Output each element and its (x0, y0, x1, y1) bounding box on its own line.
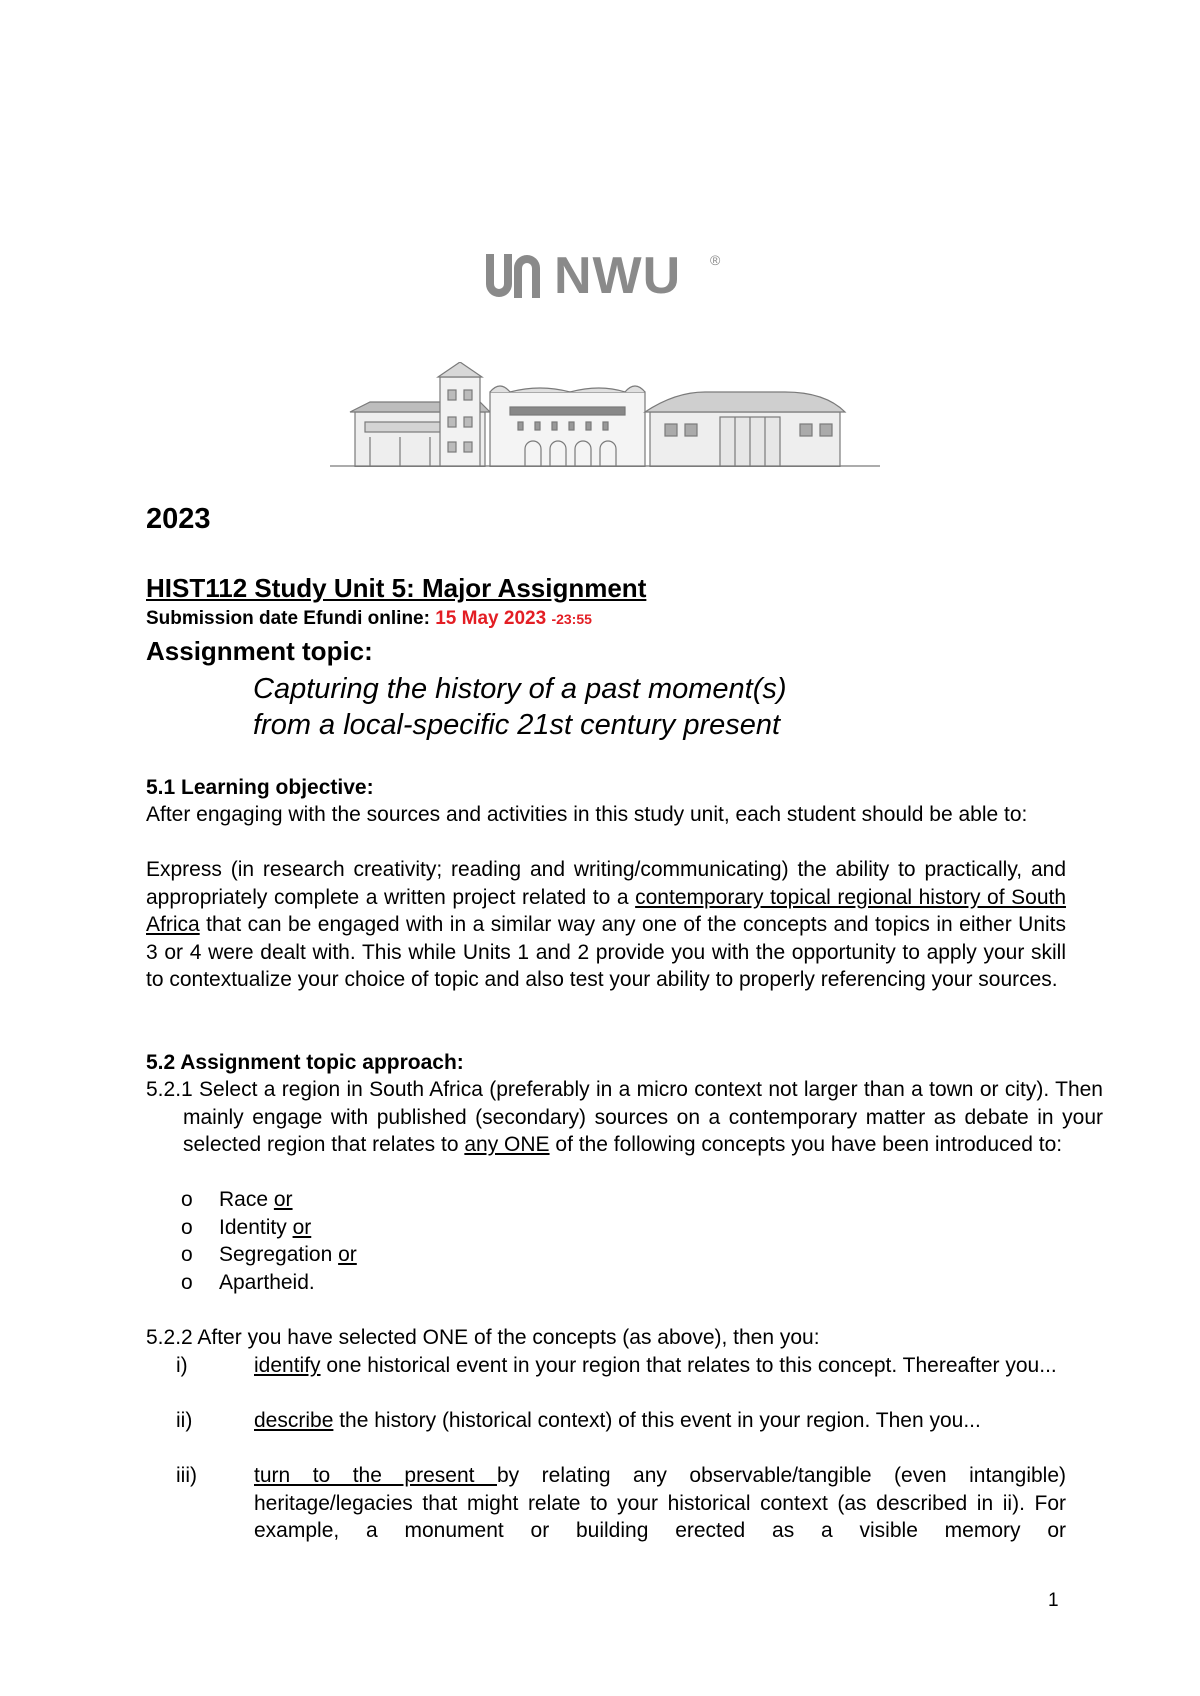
submission-label: Submission date Efundi online: (146, 608, 430, 629)
section-5-1-paragraph (146, 856, 1066, 994)
section-5-1-intro: After engaging with the sources and activities in this study unit, each student should be able to: (146, 803, 1028, 826)
section-5-1-underlined: contemporary topical regional history of South Africa (146, 885, 1067, 936)
section-5-1-text-b: that can be engaged with in a similar way any one of the concepts and topics in either Units 3 or 4 were dealt with. This while Units 1 and 2 provide you with the opportunity to apply your skill to contextualize your choice of topic and also test your ability to properly referencing your sources. (146, 913, 1066, 991)
list-item: o Race or (181, 1188, 293, 1211)
section-5-2-1-text-b: of the following concepts you have been introduced to: (555, 1133, 1063, 1156)
list-item: o Segregation or (181, 1243, 357, 1266)
submission-date (146, 608, 592, 630)
section-5-2-1-text-a: 5.2.1 Select a region in South Africa (preferably in a micro context not larger than a town or city). Then mainly engage with published (secondary) sources on a contemporary matter as debate in your selected region that relates to (146, 1078, 1103, 1156)
topic-line-2: from a local-specific 21st century present (253, 709, 781, 741)
submission-time: -23:55 (551, 611, 592, 627)
list-item: i) identify one historical event in your region that relates to this concept. Thereafter you... (176, 1354, 1057, 1377)
topic-heading: Assignment topic: (146, 636, 373, 666)
list-item: iii) turn to the present by relating any observable/tangible (even intangible) heritage/legacies that might relate to your historical context (as described in ii). For example, a monument or building erected as a visible memory or (176, 1464, 1066, 1542)
list-item: ii) describe the history (historical context) of this event in your region. Then you... (176, 1409, 981, 1432)
list-item: o Apartheid. (181, 1271, 315, 1294)
nwu-emblem-icon (482, 246, 544, 306)
assignment-title: HIST112 Study Unit 5: Major Assignment (146, 573, 647, 603)
section-5-2-1-underlined: any ONE (464, 1133, 550, 1156)
year-heading: 2023 (146, 503, 211, 535)
topic-line-1: Capturing the history of a past moment(s) (253, 673, 787, 705)
nwu-logo (482, 246, 742, 306)
campus-buildings-illustration (330, 362, 880, 467)
section-5-2-2-paragraph: 5.2.2 After you have selected ONE of the concepts (as above), then you: (146, 1326, 820, 1349)
section-5-2-1-paragraph (146, 1076, 1103, 1159)
submission-date-value: 15 May 2023 (435, 608, 547, 629)
page-number: 1 (1048, 1590, 1059, 1611)
section-5-2-heading: 5.2 Assignment topic approach: (146, 1051, 464, 1074)
section-5-1-heading: 5.1 Learning objective: (146, 776, 374, 799)
section-5-1-text-a: Express (in research creativity; reading and writing/communicating) the ability to practically, and appropriately complete a written project related to a (146, 858, 1066, 909)
list-item: o Identity or (181, 1216, 312, 1239)
registered-mark: ® (710, 252, 721, 268)
logo-text: NWU (554, 247, 682, 305)
